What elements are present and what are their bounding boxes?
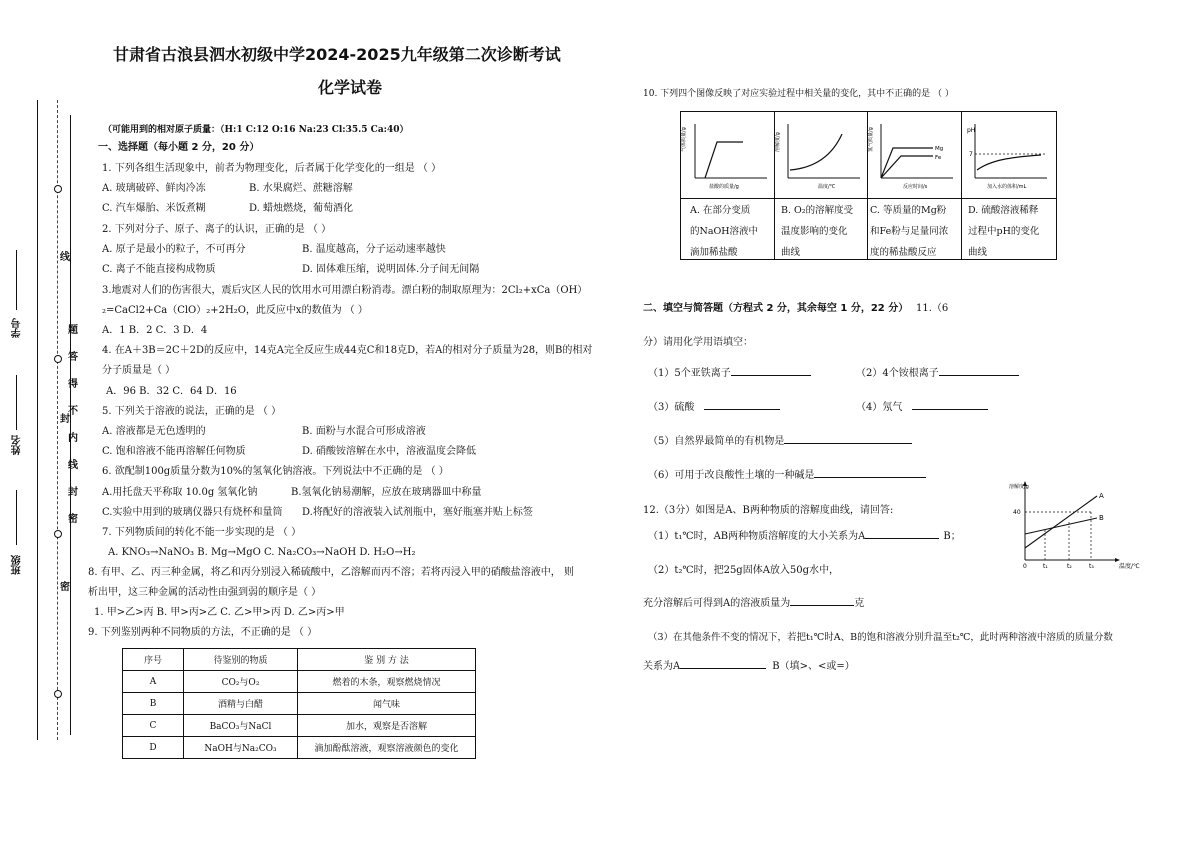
q9-cell: 酒精与白醋 (184, 693, 298, 715)
class-label: 班级 (12, 555, 23, 575)
notice-char: 内 (68, 433, 78, 444)
q12-xtick: t₂ (1067, 563, 1072, 570)
binding-line-dashed (57, 100, 58, 740)
binding-hole (54, 355, 62, 363)
q12-ylabel: 溶解度/g (1009, 484, 1029, 490)
q12-part-3b-post: B（填>、<或=） (772, 661, 855, 672)
q1-option-c: C. 汽车爆胎、米饭煮糊 (102, 203, 206, 214)
q9-col-header: 待鉴别的物质 (184, 649, 298, 671)
q4-options: A．96 B．32 C．64 D．16 (106, 386, 237, 397)
class-blank (16, 490, 17, 545)
notice-char: 不 (68, 406, 78, 417)
q11-answer-blank-4[interactable] (912, 409, 988, 410)
q9-stem: 9. 下列鉴别两种不同物质的方法，不正确的是 （ ） (88, 627, 318, 638)
q9-cell: B (123, 693, 184, 715)
caption-line: A. 在部分变质 (690, 205, 751, 216)
q12-curve-a-label: A (1099, 492, 1104, 500)
q11-head: 11.（6 (916, 303, 949, 314)
q11-item-2 (856, 368, 1019, 380)
q8-options: 1. 甲>乙>丙 B. 甲>丙>乙 C. 乙>甲>丙 D. 乙>丙>甲 (94, 607, 345, 618)
q9-col-header: 鉴 别 方 法 (298, 649, 476, 671)
page-subtitle: 化学试卷 (318, 78, 383, 97)
q1-option-b: B. 水果腐烂、蔗糖溶解 (249, 183, 353, 194)
q12-part-1-pre: （1）t₁℃时，AB两种物质溶解度的大小关系为A (648, 531, 866, 542)
q7-stem: 7. 下列物质间的转化不能一步实现的是 （ ） (102, 527, 302, 538)
caption-line: 过程中pH的变化 (968, 226, 1040, 237)
q10-c-xlabel: 反应时间/s (903, 184, 928, 190)
q10-a-xlabel: 盐酸的质量/g (709, 184, 739, 190)
q6-option-c: C.实验中用到的玻璃仪器只有烧杯和量筒 (102, 507, 283, 518)
q3-stem-2: ₂=CaCl2+Ca（ClO）₂+2H₂O，此反应中x的数值为 （ ） (102, 305, 368, 316)
q11-answer-blank-5[interactable] (784, 443, 912, 444)
q10-caption-b (781, 200, 853, 263)
q11-item-4 (856, 402, 988, 414)
notice-char: 得 (68, 379, 78, 390)
q12-xtick: 0 (1023, 563, 1027, 570)
q5-option-c: C. 饱和溶液不能再溶解任何物质 (102, 446, 246, 457)
section1-header: 一、选择题（每小题 2 分，20 分） (98, 142, 260, 153)
q4-stem-2: 分子质量是（ ） (102, 365, 176, 376)
q9-cell: D (123, 737, 184, 759)
notice-char: 封 (68, 487, 78, 498)
caption-line: 滴加稀盐酸 (690, 247, 738, 258)
q9-cell: BaCO₃与NaCl (184, 715, 298, 737)
q10-c-label-mg: Mg (935, 146, 944, 152)
caption-line: 的NaOH溶液中 (690, 226, 759, 237)
q10-graph-b (774, 112, 866, 197)
q2-option-b: B. 温度越高，分子运动速率越快 (302, 244, 446, 255)
q5-option-d: D. 硝酸铵溶解在水中，溶液温度会降低 (302, 446, 477, 457)
q11-item-6 (648, 470, 926, 482)
number-blank (16, 250, 17, 310)
q8-stem-2: 析出甲，这三种金属的活动性由强到弱的顺序是（ ） (88, 587, 322, 598)
q10-graph-a (681, 112, 773, 197)
notice-char: 密 (68, 514, 78, 525)
q12-part-3b-pre: 关系为A (643, 661, 681, 672)
q11-item-3-label: （3）硫酸 (648, 402, 695, 413)
q11-answer-blank-1[interactable] (731, 375, 811, 376)
q12-answer-blank-1[interactable] (865, 538, 939, 539)
q12-part-1 (648, 531, 961, 543)
q10-a-ylabel: 气体质量/g (681, 127, 687, 152)
q10-graph-d (961, 112, 1053, 197)
q12-part-2b (643, 598, 864, 610)
binding-line-inner (70, 115, 71, 735)
q10-d-ylabel: pH (967, 127, 976, 134)
q10-caption-a (690, 200, 758, 263)
seal-char-xian: 线 (60, 252, 70, 263)
q12-curve-b-label: B (1099, 514, 1104, 522)
q12-xtick: t₃ (1089, 563, 1094, 570)
caption-line: 曲线 (781, 247, 801, 258)
q10-d-tick: 7 (969, 151, 973, 158)
q12-xtick: t₁ (1043, 563, 1048, 570)
q9-cell: NaOH与Na₂CO₃ (184, 737, 298, 759)
binding-hole (54, 530, 62, 538)
q10-c-label-fe: Fe (935, 155, 942, 161)
q12-part-2b-post: 克 (854, 598, 865, 609)
q2-stem: 2. 下列对分子、原子、离子的认识，正确的是 （ ） (102, 224, 332, 235)
q1-option-a: A. 玻璃破碎、鲜肉冷冻 (102, 183, 206, 194)
q9-cell: C (123, 715, 184, 737)
q11-item-4-label: （4）氖气 (856, 402, 903, 413)
page-title: 甘肃省古浪县泗水初级中学2024-2025九年级第二次诊断考试 (113, 45, 561, 64)
q11-answer-blank-3[interactable] (704, 409, 780, 410)
q11-item-5-label: （5）自然界最简单的有机物是 (648, 436, 785, 447)
atomic-masses: （可能用到的相对原子质量：（H:1 C:12 O:16 Na:23 Cl:35.5 Ca:40） (103, 125, 409, 135)
q12-part-2: （2）t₂℃时，把25g固体A放入50g水中， (648, 565, 840, 576)
q9-cell: 加水，观察是否溶解 (298, 715, 476, 737)
q5-option-b: B. 面粉与水混合可形成溶液 (302, 426, 426, 437)
name-blank (16, 375, 17, 430)
notice-char: 答 (68, 352, 78, 363)
binding-line-outer (37, 100, 38, 740)
q10-stem: 10. 下列四个图像反映了对应实验过程中相关量的变化，其中不正确的是 （ ） (643, 89, 954, 99)
caption-line: B. O₂的溶解度受 (781, 205, 854, 216)
section2-header: 二、填空与简答题（方程式 2 分，其余每空 1 分，22 分） (643, 303, 909, 314)
caption-line: 度的稀盐酸反应 (870, 247, 937, 258)
seal-char-feng: 封 (60, 414, 70, 425)
q12-part-3b (643, 661, 855, 673)
caption-line: 和Fe粉与足量同浓 (870, 226, 949, 237)
q9-table (122, 648, 476, 759)
q9-col-header: 序号 (123, 649, 184, 671)
q12-answer-blank-2[interactable] (790, 605, 854, 606)
q10-graph-c (867, 112, 959, 197)
q12-part-3: （3）在其他条件不变的情况下，若把t₁℃时A、B的饱和溶液分别升温至t₂℃，此时两种溶液中溶质的质量分数 (648, 632, 1113, 643)
q2-option-d: D. 固体难压缩，说明固体.分子间无间隔 (302, 264, 480, 275)
q9-cell: CO₂与O₂ (184, 671, 298, 693)
binding-hole (54, 690, 62, 698)
q12-solubility-chart (1005, 478, 1155, 573)
q6-stem: 6. 欲配制100g质量分数为10%的氢氧化钠溶液。下列说法中不正确的是 （ ） (102, 466, 449, 477)
binding-hole (54, 185, 62, 193)
table-row (123, 693, 476, 715)
q1-option-d: D. 蜡烛燃烧，葡萄酒化 (249, 203, 354, 214)
q1-stem: 1. 下列各组生活现象中，前者为物理变化，后者属于化学变化的一组是 （ ） (102, 163, 442, 174)
table-row (123, 715, 476, 737)
q12-stem: 12.（3分）如图是A、B两种物质的溶解度曲线，请回答: (643, 505, 894, 516)
q11-answer-blank-6[interactable] (814, 477, 926, 478)
q6-option-a: A.用托盘天平称取 10.0g 氢氧化钠 (102, 487, 258, 498)
notice-char: 题 (68, 325, 78, 336)
name-label: 姓名 (12, 435, 23, 455)
q11-intro: 分）请用化学用语填空： (643, 337, 753, 348)
q5-option-a: A. 溶液都是无色透明的 (102, 426, 206, 437)
q10-c-ylabel: 氢气质量/g (868, 127, 874, 152)
q9-table-header-row (123, 649, 476, 671)
q3-stem-1: 3.地震对人们的伤害很大，震后灾区人民的饮用水可用漂白粉消毒。漂白粉的制取原理为：2Cl₂+xCa（OH） (102, 285, 588, 296)
q11-item-1 (648, 368, 811, 380)
q12-answer-blank-3[interactable] (680, 668, 766, 669)
q6-option-b: B.氢氧化钠易潮解，应放在玻璃器皿中称量 (291, 487, 482, 498)
notice-char: 线 (68, 460, 78, 471)
caption-line: D. 硫酸溶液稀释 (968, 205, 1039, 216)
q3-options: A．1 B．2 C．3 D．4 (102, 325, 208, 336)
q6-option-d: D.将配好的溶液装入试剂瓶中，塞好瓶塞并贴上标签 (302, 507, 533, 518)
q11-item-2-label: （2）4个铵根离子 (856, 368, 939, 379)
q10-b-ylabel: 溶解度/g (775, 132, 781, 152)
q11-item-6-label: （6）可用于改良酸性土壤的一种碱是 (648, 470, 815, 481)
q9-cell: 闻气味 (298, 693, 476, 715)
q12-xlabel: 温度/℃ (1119, 563, 1140, 570)
seal-char-mi: 密 (60, 582, 70, 593)
q12-part-2b-pre: 充分溶解后可得到A的溶液质量为 (643, 598, 791, 609)
q4-stem-1: 4. 在A＋3B＝2C＋2D的反应中，14克A完全反应生成44克C和18克D，若A的相对分子质量为28，则B的相对 (102, 345, 593, 356)
q10-d-xlabel: 加入水的体积/mL (987, 184, 1027, 190)
q9-cell: 燃着的木条，观察燃烧情况 (298, 671, 476, 693)
table-row (123, 671, 476, 693)
caption-line: 温度影响的变化 (781, 226, 848, 237)
q7-options: A. KNO₃→NaNO₃ B. Mg→MgO C. Na₂CO₃→NaOH D. H₂O→H₂ (108, 547, 416, 558)
caption-line: 曲线 (968, 247, 988, 258)
q10-caption-d (968, 200, 1039, 263)
q11-item-3 (648, 402, 780, 414)
q2-option-c: C. 离子不能直接构成物质 (102, 264, 216, 275)
q5-stem: 5. 下列关于溶液的说法，正确的是 （ ） (102, 406, 282, 417)
q11-answer-blank-2[interactable] (939, 375, 1019, 376)
q11-item-5 (648, 436, 912, 448)
q9-cell: A (123, 671, 184, 693)
q12-ytick-40: 40 (1013, 509, 1021, 516)
q8-stem-1: 8. 有甲、乙、丙三种金属，将乙和丙分别浸入稀硫酸中，乙溶解而丙不溶；若将丙浸入甲的硝酸盐溶液中， 则 (88, 567, 574, 578)
q2-option-a: A. 原子是最小的粒子，不可再分 (102, 244, 246, 255)
caption-line: C. 等质量的Mg粉 (870, 205, 947, 216)
q10-caption-c (870, 200, 948, 263)
q9-cell: 滴加酚酞溶液，观察溶液颜色的变化 (298, 737, 476, 759)
table-row (123, 737, 476, 759)
number-label: 学号 (12, 318, 23, 338)
q10-b-xlabel: 温度/℃ (818, 184, 836, 190)
q11-item-1-label: （1）5个亚铁离子 (648, 368, 731, 379)
q12-part-1-post: B； (943, 531, 961, 542)
